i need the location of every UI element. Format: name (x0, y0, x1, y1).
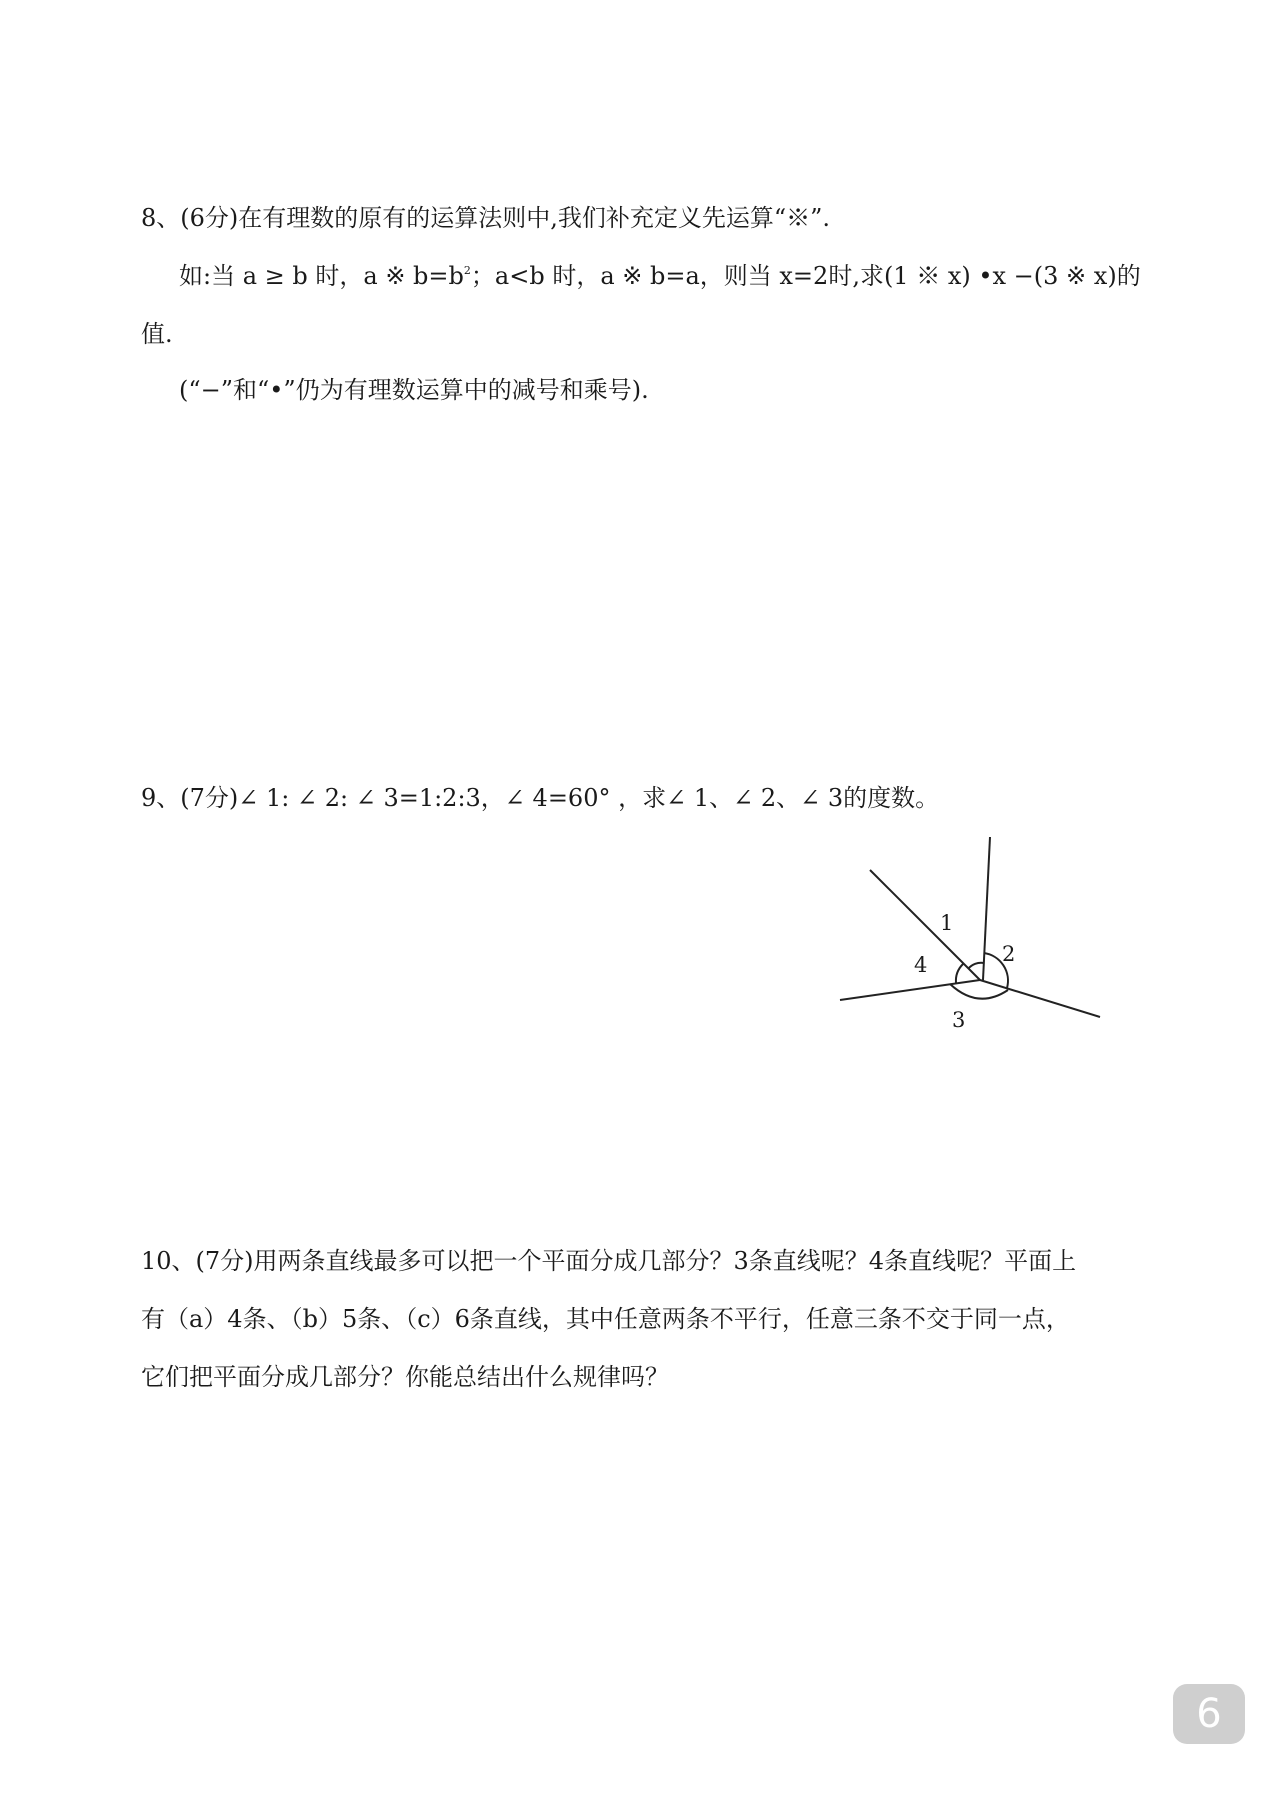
ray-up (983, 837, 990, 980)
q10-line-2: 有（a）4条、（b）5条、（c）6条直线，其中任意两条不平行，任意三条不交于同一点， (141, 1305, 1070, 1333)
q8-line-2-pre: 如:当 a ≥ b 时，a ※ b=b (179, 262, 464, 290)
q8-superscript: 2 (463, 264, 471, 277)
ray-right (980, 980, 1100, 1017)
q8-line-2 (179, 260, 1141, 292)
q9-line-1: 9、(7分)∠ 1: ∠ 2: ∠ 3=1:2:3，∠ 4=60° ，求∠ 1、∠ 2、∠ 3的度数。 (141, 784, 940, 812)
q8-line-2-post: ；a<b 时，a ※ b=a，则当 x=2时,求(1 ※ x) •x −(3 ※ x)的 (470, 262, 1141, 290)
label-angle-2: 2 (1002, 942, 1016, 966)
page-number-badge (1173, 1684, 1245, 1744)
angle-figure (820, 825, 1110, 1035)
label-angle-1: 1 (940, 911, 954, 935)
arc-angle-4 (956, 964, 963, 983)
q10-line-1: 10、(7分)用两条直线最多可以把一个平面分成几部分？3条直线呢？4条直线呢？平面上 (141, 1247, 1077, 1275)
q8-line-1: 8、(6分)在有理数的原有的运算法则中,我们补充定义先运算“※”. (141, 204, 831, 232)
q8-line-3: 值. (141, 320, 173, 348)
q8-line-4: (“−”和“•”仍为有理数运算中的减号和乘号). (179, 376, 649, 404)
label-angle-3: 3 (952, 1008, 966, 1032)
q10-line-3: 它们把平面分成几部分？你能总结出什么规律吗？ (141, 1363, 669, 1391)
label-angle-4: 4 (914, 953, 928, 977)
arc-angle-1 (968, 963, 984, 969)
page-number: 6 (1196, 1691, 1222, 1737)
